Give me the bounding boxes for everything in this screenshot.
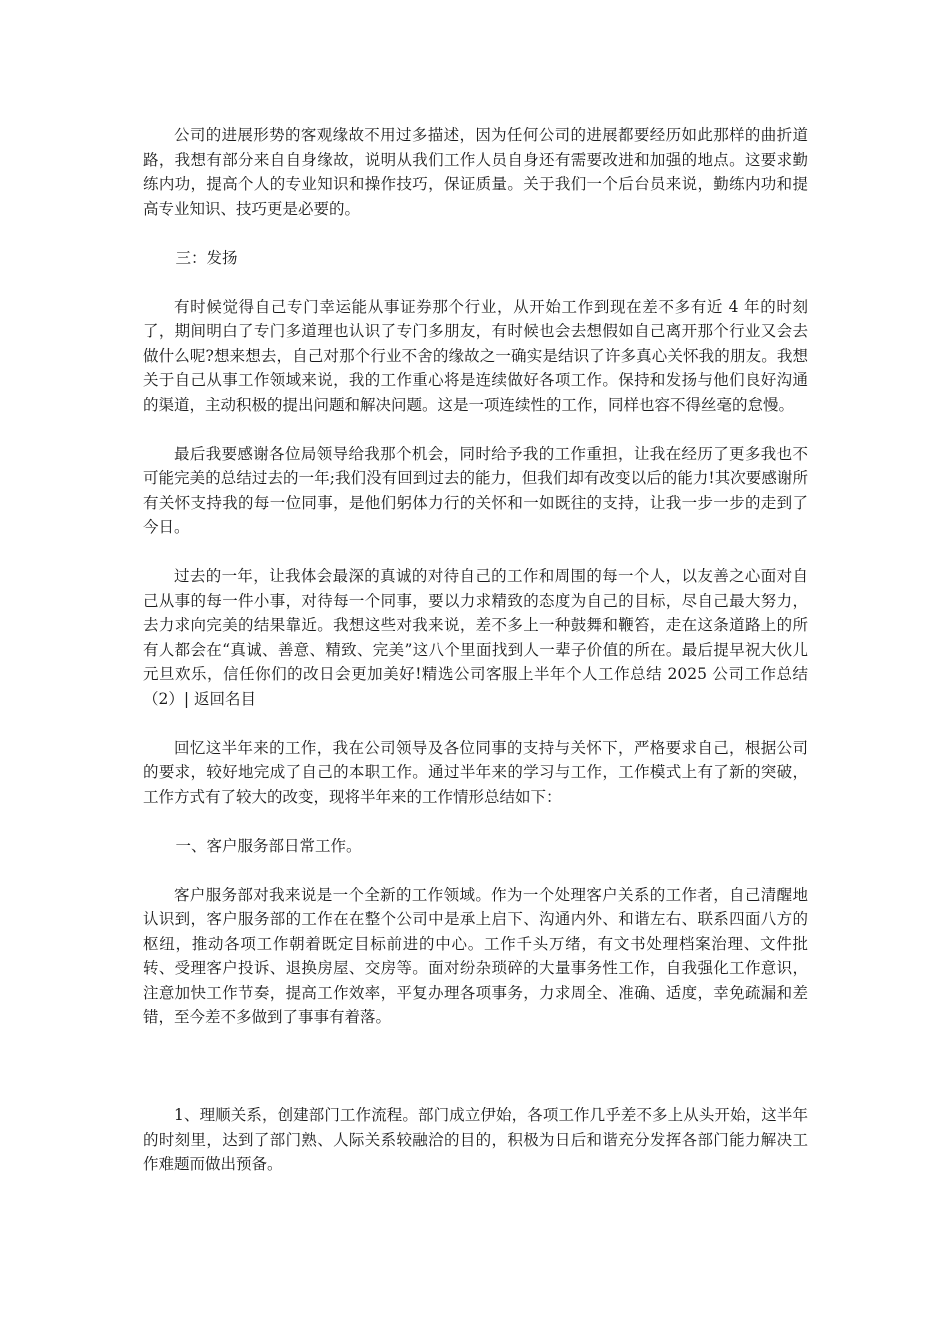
- blank-gap: [143, 1054, 808, 1103]
- paragraph-half-year-review: 回忆这半年来的工作，我在公司领导及各位同事的支持与关怀下，严格要求自己，根据公司的要求，较好地完成了自己的本职工作。通过半年来的学习与工作，工作模式上有了新的突破，工作方式有了较大的改变，现将半年来的工作情形总结如下：: [143, 738, 808, 806]
- paragraph-past-year: 过去的一年，让我体会最深的真诚的对待自己的工作和周围的每一个人，以友善之心面对自己从事的每一件小事，对待每一个同事，要以力求精致的态度为自己的目标，尽自己最大努力，去力求向完美的结果靠近。我想这些对我来说，差不多上一种鼓舞和鞭笞，走在这条道路上的所有人都会在“真诚、善意、精致、完美”这八个里面找到人一辈子价值的所在。最后提早祝大伙儿元旦欢乐，信任你们的改日会更加美好!精选公司客服上半年个人工作总结 2025 公司工作总结（2）| 返回名目: [143, 567, 808, 708]
- paragraph-company-development: 公司的进展形势的客观缘故不用过多描述，因为任何公司的进展都要经历如此那样的曲折道路，我想有部分来自自身缘故，说明从我们工作人员自身还有需要改进和加强的地点。这要求勤练内功，提高个人的专业知识和操作技巧，保证质量。关于我们一个后台员来说，勤练内功和提高专业知识、技巧更是必要的。: [143, 126, 808, 218]
- paragraph-customer-service-dept: 客户服务部对我来说是一个全新的工作领域。作为一个处理客户关系的工作者，自己清醒地认识到，客户服务部的工作在在整个公司中是承上启下、沟通内外、和谐左右、联系四面八方的枢纽，推动各项工作朝着既定目标前进的中心。工作千头万绪，有文书处理档案治理、文件批转、受理客户投诉、退换房屋、交房等。面对纷杂琐碎的大量事务性工作，自我强化工作意识，注意加快工作节奏，提高工作效率，平复办理各项事务，力求周全、准确、适度，幸免疏漏和差错，至今差不多做到了事事有着落。: [143, 885, 808, 1026]
- document-body: [143, 123, 808, 1201]
- section-heading-customer-service: 一、客户服务部日常工作。: [175, 836, 362, 855]
- paragraph-securities-career: 有时候觉得自己专门幸运能从事证券那个行业，从开始工作到现在差不多有近 4 年的时刻了，期间明白了专门多道理也认识了专门多朋友，有时候也会去想假如自己离开那个行业又会去做什么呢?想来想去，自己对那个行业不舍的缘故之一确实是结识了许多真心关怀我的朋友。我想关于自己从事工作领域来说，我的工作重心将是连续做好各项工作。保持和发扬与他们良好沟通的渠道，主动积极的提出问题和解决问题。这是一项连续性的工作，同样也容不得丝毫的怠慢。: [143, 297, 808, 414]
- paragraph-thanks: 最后我要感谢各位局领导给我那个机会，同时给予我的工作重担，让我在经历了更多我也不可能完美的总结过去的一年;我们没有回到过去的能力，但我们却有改变以后的能力!其次要感谢所有关怀支持我的每一位同事，是他们躬体力行的关怀和一如既往的支持，让我一步一步的走到了今日。: [143, 444, 808, 536]
- paragraph-workflow: 1、理顺关系，创建部门工作流程。部门成立伊始，各项工作几乎差不多上从头开始，这半年的时刻里，达到了部门熟、人际关系较融洽的目的，积极为日后和谐充分发挥各部门能力解决工作难题而做出预备。: [143, 1106, 808, 1173]
- section-heading-promote: 三：发扬: [175, 248, 238, 267]
